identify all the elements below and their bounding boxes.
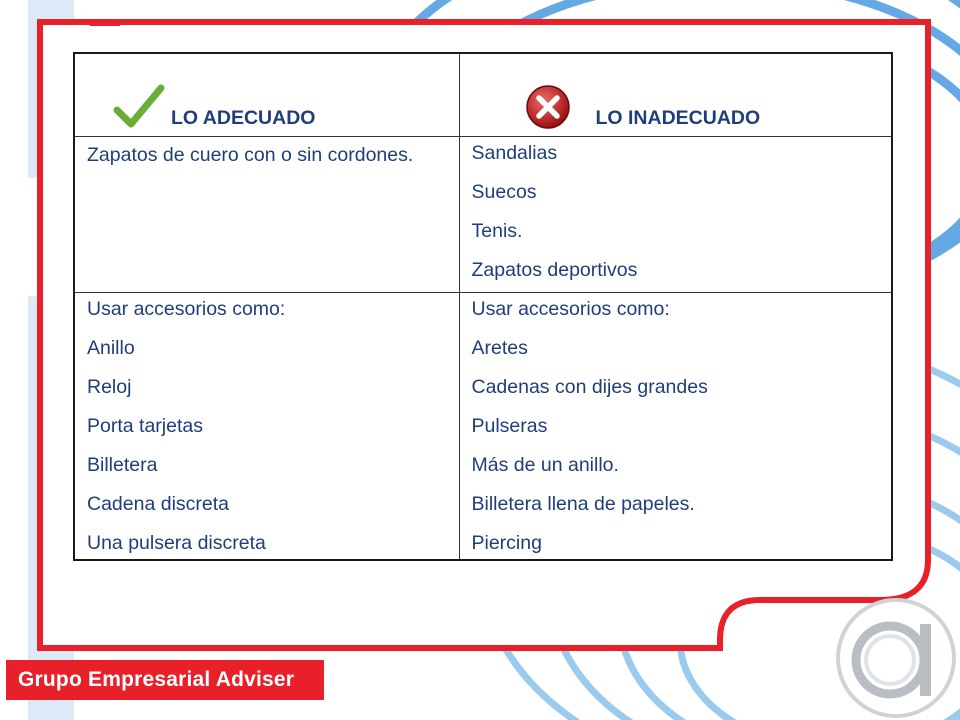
list-item: Más de un anillo. <box>471 454 619 476</box>
list-item: Piercing <box>471 532 542 554</box>
adviser-logo-icon <box>832 590 960 720</box>
list-item: Una pulsera discreta <box>87 532 266 554</box>
list-item: Sandalias <box>471 142 558 164</box>
cell-accesorios-inadecuado <box>459 293 892 561</box>
list-item: Cadenas con dijes grandes <box>471 376 708 398</box>
list-item: Billetera llena de papeles. <box>471 493 695 515</box>
list-item: Reloj <box>87 376 132 398</box>
cell-calzado-inadecuado <box>459 137 892 293</box>
table-header-row <box>74 53 892 137</box>
cell-accesorios-adecuado <box>74 293 459 561</box>
list-item: Billetera <box>87 454 158 476</box>
list-item: Pulseras <box>471 415 548 437</box>
list-item: Zapatos deportivos <box>471 259 638 281</box>
cell-calzado-adecuado <box>74 137 459 293</box>
list-item: Tenis. <box>471 220 523 242</box>
list-item: Suecos <box>471 181 537 203</box>
x-circle-icon <box>522 84 574 130</box>
company-name: Grupo Empresarial Adviser <box>18 668 295 691</box>
list-item: Usar accesorios como: <box>87 298 286 320</box>
list-item: Aretes <box>471 337 528 359</box>
list-item: Cadena discreta <box>87 493 230 515</box>
list-item: Zapatos de cuero con o sin cordones. <box>87 144 414 166</box>
list-item: Usar accesorios como: <box>471 298 670 320</box>
header-inadecuado-label: LO INADECUADO <box>595 107 761 129</box>
header-cell-inadecuado <box>459 53 892 137</box>
table-row-accesorios <box>74 293 892 561</box>
header-adecuado-label: LO ADECUADO <box>171 107 316 129</box>
check-icon <box>113 84 165 130</box>
table-row-calzado <box>74 137 892 293</box>
header-cell-adecuado <box>74 53 459 137</box>
list-item: Anillo <box>87 337 135 359</box>
list-item: Porta tarjetas <box>87 415 203 437</box>
comparison-table <box>73 52 893 561</box>
